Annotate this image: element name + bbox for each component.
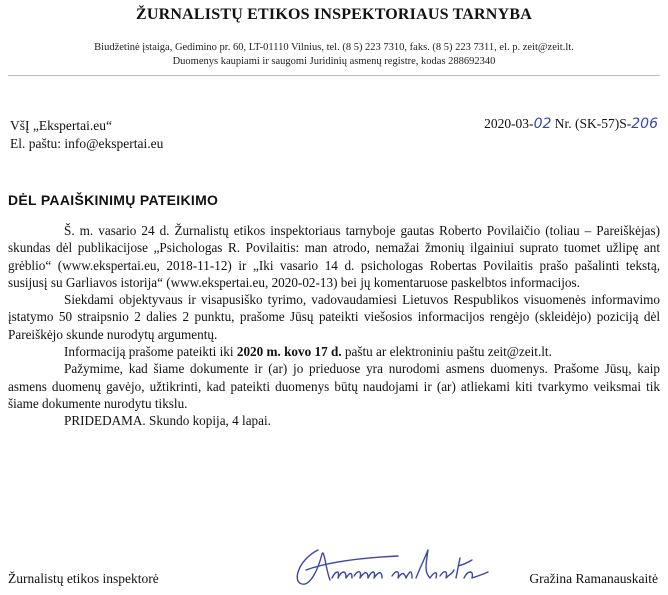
recipient-name: VšĮ „Ekspertai.eu“	[10, 118, 112, 133]
handwritten-day: 02	[533, 116, 552, 132]
number-prefix: Nr. (SK-57)S-	[554, 116, 632, 131]
paragraph-deadline	[8, 343, 660, 360]
date-prefix: 2020-03-	[484, 116, 534, 131]
paragraph-request: Siekdami objektyvaus ir visapusiško tyrimo, vadovaudamiesi Lietuvos Respublikos visuomenės informavimo įstatymo 50 straipsnio 2 dalies 2 punktu, prašome Jūsų pateikti viešosios informacijos rengėjo (skleidėjo) poziciją dėl Pareiškėjo skunde nurodytų argumentų.	[8, 292, 660, 342]
document-reference	[484, 116, 658, 132]
header-divider	[8, 75, 660, 76]
signatory-name: Gražina Ramanauskaitė	[529, 571, 658, 586]
paragraph-attachment: PRIDEDAMA. Skundo kopija, 4 lapai.	[64, 413, 271, 429]
handwritten-signature	[288, 540, 498, 590]
signatory-role: Žurnalistų etikos inspektorė	[8, 571, 159, 586]
organization-title: ŽURNALISTŲ ETIKOS INSPEKTORIAUS TARNYBA	[136, 6, 532, 23]
header-address: Biudžetinė įstaiga, Gedimino pr. 60, LT-01110 Vilnius, tel. (8 5) 223 7310, faks. (8 5) 223 7311, el. p. zeit@zeit.lt.	[94, 42, 574, 53]
recipient-email: El. paštu: info@ekspertai.eu	[10, 136, 164, 151]
handwritten-number: 206	[631, 116, 658, 132]
header-registry: Duomenys kaupiami ir saugomi Juridinių asmenų registre, kodas 288692340	[172, 56, 496, 67]
letter-body	[8, 222, 660, 430]
paragraph-complaint: Š. m. vasario 24 d. Žurnalistų etikos inspektoriaus tarnyboje gautas Roberto Povilaičio (toliau – Pareiškėjas) skundas dėl publikacijose „Psichologas R. Povilaitis: man atrodo, nemažai žmonių ilgainiui suprato tuomet užlipę ant grėblio“ (www.ekspertai.eu, 2018-11-12) ir „Iki vasario 14 d. psichologas Robertas Povilaitis prašo pašalinti tekstą, susijusį su Garliavos istorija“ (www.ekspertai.eu, 2020-02-13) bei jų komentaruose paskelbtos informacijos.	[8, 223, 660, 290]
deadline-text-after: paštu ar elektroniniu paštu zeit@zeit.lt.	[341, 344, 552, 360]
subject-heading: DĖL PAAIŠKINIMŲ PATEIKIMO	[8, 192, 219, 208]
deadline-text-before: Informaciją prašome pateikti iki	[64, 344, 237, 360]
deadline-date: 2020 m. kovo 17 d.	[236, 344, 342, 360]
paragraph-personal-data: Pažymime, kad šiame dokumente ir (ar) jo prieduose yra nurodomi asmens duomenys. Prašome Jūsų, kaip asmens duomenų gavėjo, užtikrinti, kad pateikti duomenys būtų naudojami ir (ar) atliekami kiti tvarkymo veiksmai tik šiame dokumente nurodytu tikslu.	[8, 361, 660, 411]
